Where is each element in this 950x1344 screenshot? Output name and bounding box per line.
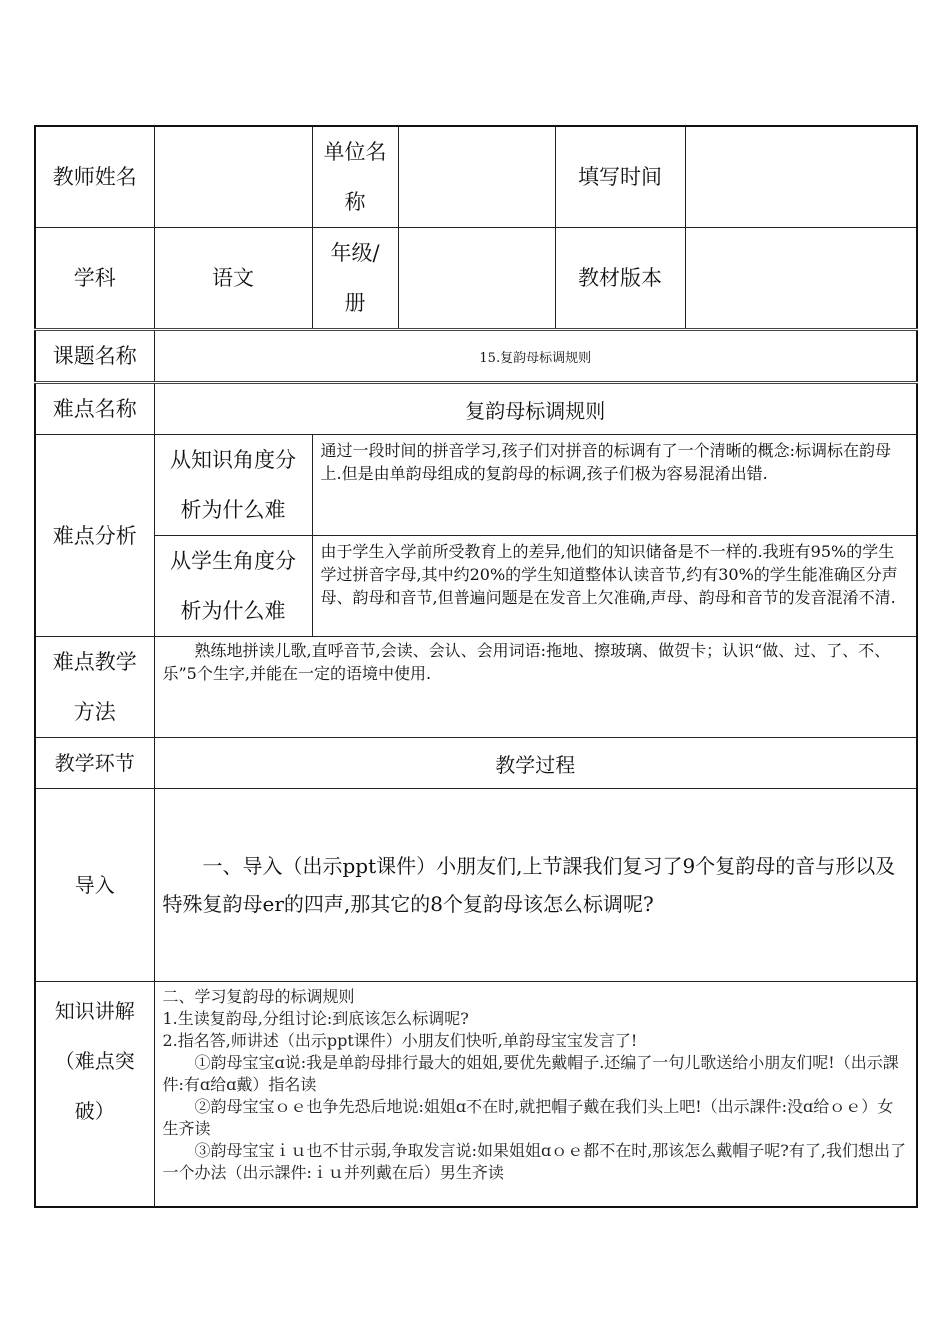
fill-time-value: [685, 126, 917, 228]
intro-label: 导入: [35, 789, 154, 982]
row-teacher: [35, 126, 917, 228]
subject-value: 语文: [154, 228, 312, 330]
knowledge-line: ③韵母宝宝ｉｕ也不甘示弱,争取发言说:如果姐姐ɑｏｅ都不在时,那该怎么戴帽子呢?有了,我们想出了一个办法（出示課件:ｉｕ并列戴在后）男生齐读: [162, 1141, 906, 1182]
difficulty-label: 难点名称: [35, 383, 154, 435]
analysis-label: 难点分析: [35, 435, 154, 637]
grade-value: [398, 228, 555, 330]
subject-label: 学科: [35, 228, 154, 330]
student-angle-text: 由于学生入学前所受教育上的差异,他们的知识储备是不一样的.我班有95%的学生学过拼音字母,其中约20%的学生知道整体认读音节,约有30%的学生能准确区分声母、韵母和音节,但普遍问题是在发音上欠准确,声母、韵母和音节的发音混淆不清.: [312, 536, 917, 637]
row-analysis-student: [35, 536, 917, 637]
stage-label: 教学环节: [35, 738, 154, 789]
student-angle-label: 从学生角度分析为什么难: [154, 536, 312, 637]
lesson-title-label: 课题名称: [35, 330, 154, 383]
lesson-plan-table: [34, 125, 918, 1208]
row-process-header: [35, 738, 917, 789]
textbook-value: [685, 228, 917, 330]
knowledge-content: [154, 982, 917, 1207]
knowledge-angle-text: 通过一段时间的拼音学习,孩子们对拼音的标调有了一个清晰的概念:标调标在韵母上.但是由单韵母组成的复韵母的标调,孩子们极为容易混淆出错.: [312, 435, 917, 536]
fill-time-label: 填写时间: [555, 126, 685, 228]
unit-name-value: [398, 126, 555, 228]
process-label: 教学过程: [154, 738, 917, 789]
teacher-name-label: 教师姓名: [35, 126, 154, 228]
method-text: 熟练地拼读儿歌,直呼音节,会读、会认、会用词语:拖地、擦玻璃、做贺卡；认识“做、过、了、不、乐”5个生字,并能在一定的语境中使用.: [154, 637, 917, 738]
teacher-name-value: [154, 126, 312, 228]
row-method: [35, 637, 917, 738]
row-intro: [35, 789, 917, 982]
intro-text: 一、导入（出示ppt课件）小朋友们,上节課我们复习了9个复韵母的音与形以及特殊复韵母er的四声,那其它的8个复韵母该怎么标调呢?: [154, 789, 917, 982]
textbook-label: 教材版本: [555, 228, 685, 330]
row-difficulty: [35, 383, 917, 435]
knowledge-line: 1.生读复韵母,分组讨论:到底该怎么标调呢?: [162, 1009, 469, 1028]
method-label: 难点教学方法: [35, 637, 154, 738]
row-subject: [35, 228, 917, 330]
knowledge-line: ①韵母宝宝ɑ说:我是单韵母排行最大的姐姐,要优先戴帽子.还编了一句儿歌送给小朋友们呢!（出示課件:有ɑ给ɑ戴）指名读: [162, 1053, 899, 1094]
knowledge-line: 2.指名答,师讲述（出示ppt课件）小朋友们快听,单韵母宝宝发言了!: [162, 1031, 638, 1050]
grade-label: 年级/册: [312, 228, 398, 330]
row-analysis-knowledge: [35, 435, 917, 536]
knowledge-angle-label: 从知识角度分析为什么难: [154, 435, 312, 536]
knowledge-line: ②韵母宝宝ｏｅ也争先恐后地说:姐姐ɑ不在时,就把帽子戴在我们头上吧!（出示課件:没ɑ给ｏｅ）女生齐读: [162, 1097, 894, 1138]
lesson-title-value: 15.复韵母标调规则: [154, 330, 917, 383]
knowledge-label: 知识讲解（难点突破）: [35, 982, 154, 1207]
row-lesson-title: [35, 330, 917, 383]
unit-name-label: 单位名称: [312, 126, 398, 228]
difficulty-value: 复韵母标调规则: [154, 383, 917, 435]
row-knowledge: [35, 982, 917, 1207]
knowledge-line: 二、学习复韵母的标调规则: [162, 987, 355, 1006]
